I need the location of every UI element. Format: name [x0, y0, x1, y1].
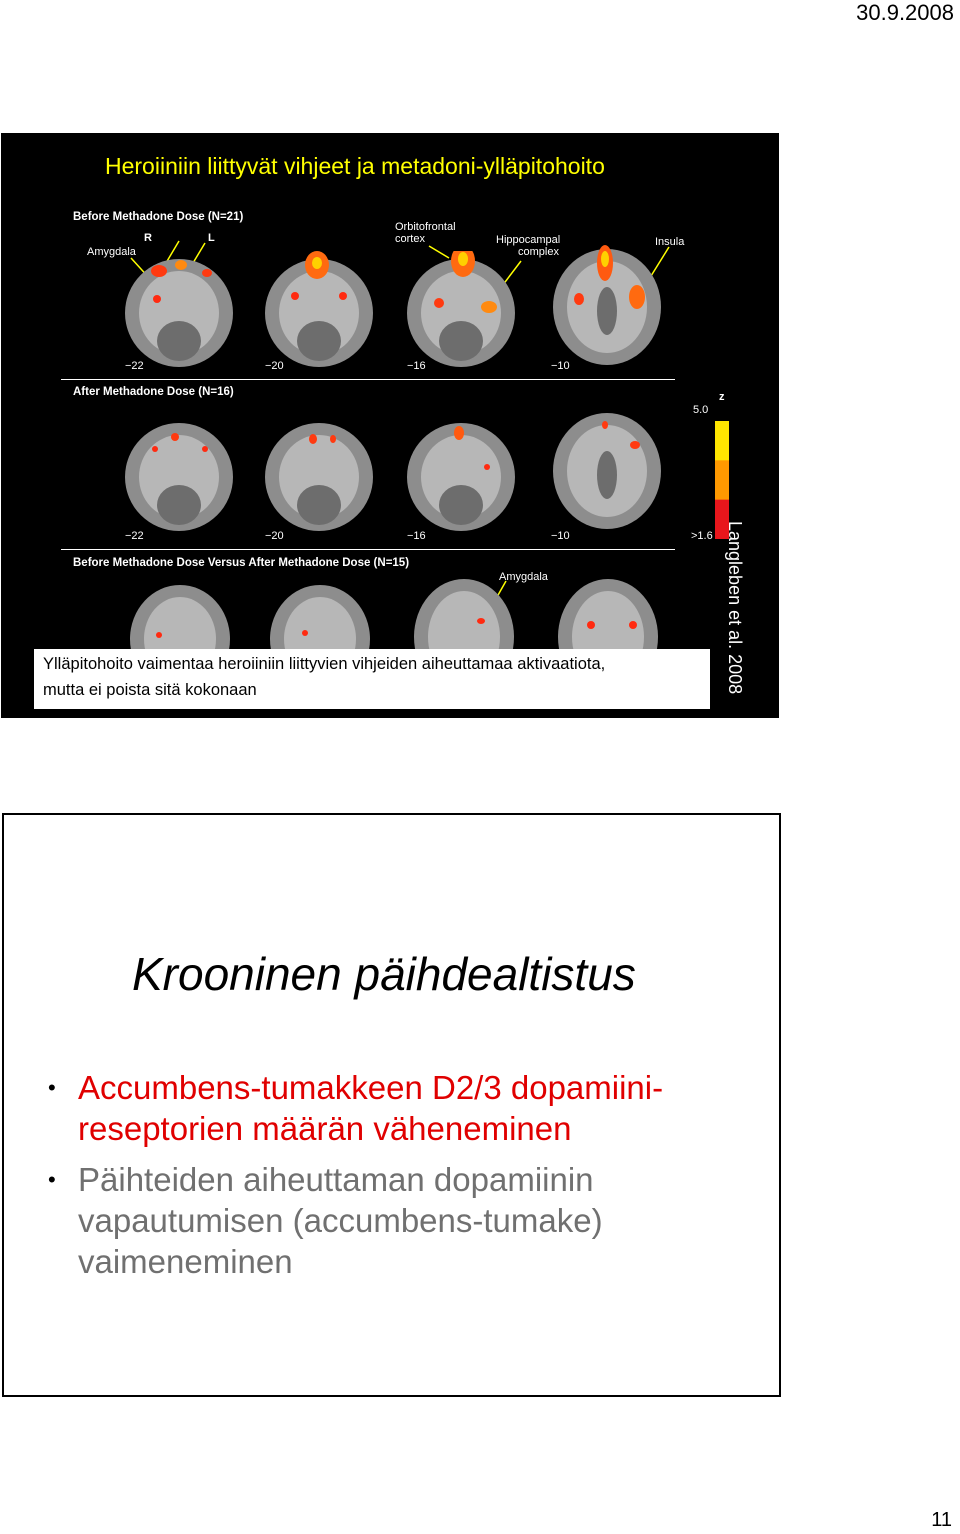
scale-band [715, 421, 729, 461]
section-label-before: Before Methadone Dose (N=21) [73, 211, 244, 223]
slide-title: Krooninen päihdealtistus [132, 948, 636, 1000]
annotation-left: L [208, 232, 215, 244]
page-number: 11 [931, 1509, 952, 1531]
brain-slice-versus-2 [265, 579, 375, 659]
brain-slice-before-1 [119, 251, 239, 369]
annotation-orbitofrontal-2: cortex [395, 233, 425, 245]
slice-label: −10 [551, 360, 570, 372]
scale-min: >1.6 [691, 530, 713, 542]
annotation-insula: Insula [655, 236, 685, 248]
scale-band [715, 460, 729, 500]
annotation-hippocampal-1: Hippocampal [496, 234, 561, 246]
brain-slice-versus-4 [553, 569, 663, 659]
slice-label: −22 [125, 530, 144, 542]
brain-slice-before-2 [259, 251, 379, 369]
brain-slice-after-3 [401, 415, 521, 533]
brain-slice-after-2 [259, 415, 379, 533]
bullet-2-line-2: vapautumisen (accumbens-tumake) [78, 1202, 603, 1239]
annotation-hippocampal-2: complex [518, 246, 559, 258]
brain-slice-versus-1 [125, 579, 235, 659]
slide-chronic-exposure [2, 813, 781, 1397]
scale-label: z [719, 391, 725, 403]
section-label-versus: Before Methadone Dose Versus After Methadone Dose (N=15) [73, 557, 410, 569]
brain-slice-after-1 [119, 415, 239, 533]
brain-slice-before-4 [547, 241, 667, 369]
bullet-marker: • [48, 1075, 56, 1100]
divider [61, 549, 675, 550]
caption-line-1: Ylläpitohoito vaimentaa heroiiniin liittyvien vihjeiden aiheuttamaa aktivaatiota, [43, 655, 606, 673]
header-date: 30.9.2008 [856, 0, 954, 25]
slice-label: −20 [265, 360, 284, 372]
bullet-1-line-1: Accumbens-tumakkeen D2/3 dopamiini- [78, 1069, 664, 1106]
bullet-2-line-1: Päihteiden aiheuttaman dopamiinin [78, 1161, 594, 1198]
annotation-right: R [144, 232, 152, 244]
annotation-amygdala-versus: Amygdala [499, 571, 548, 583]
annotation-amygdala: Amygdala [87, 246, 136, 258]
brain-slice-before-3 [401, 251, 521, 369]
brain-slice-versus-3 [409, 569, 519, 659]
slice-label: −10 [551, 530, 570, 542]
annotation-orbitofrontal-1: Orbitofrontal [395, 221, 456, 233]
slice-label: −16 [407, 530, 426, 542]
bullet-marker: • [48, 1167, 56, 1192]
bullet-1-line-2: reseptorien määrän väheneminen [78, 1110, 572, 1147]
divider [61, 379, 675, 380]
slice-label: −22 [125, 360, 144, 372]
slice-label: −20 [265, 530, 284, 542]
slide-brain-imaging [1, 133, 779, 718]
scale-max: 5.0 [693, 404, 709, 416]
bullet-2-line-3: vaimeneminen [78, 1243, 293, 1280]
brain-slice-after-4 [547, 405, 667, 533]
caption-box [34, 649, 710, 709]
citation-credit: Langleben et al. 2008 [725, 521, 745, 695]
caption-line-2: mutta ei poista sitä kokonaan [43, 681, 257, 699]
slide-title: Heroiiniin liittyvät vihjeet ja metadoni-ylläpitohoito [105, 153, 605, 179]
slice-label: −16 [407, 360, 426, 372]
section-label-after: After Methadone Dose (N=16) [73, 386, 234, 398]
